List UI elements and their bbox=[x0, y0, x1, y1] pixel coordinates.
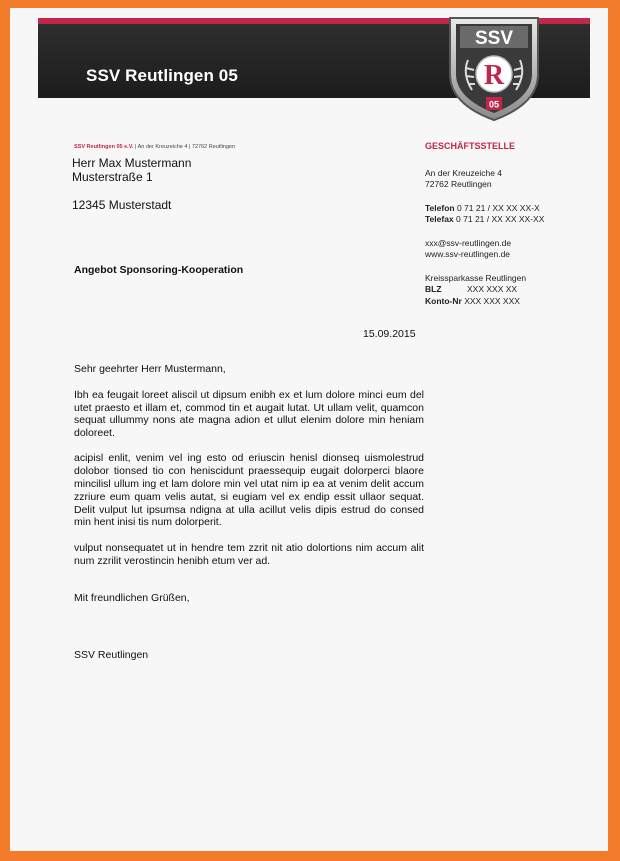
crest-letter: R bbox=[483, 60, 505, 91]
recipient-city: 12345 Musterstadt bbox=[72, 198, 172, 212]
recipient-name: Herr Max Mustermann bbox=[72, 156, 192, 170]
fax-value: 0 71 21 / XX XX XX-XX bbox=[453, 214, 545, 224]
fax-line bbox=[425, 214, 595, 226]
signature: SSV Reutlingen bbox=[74, 649, 149, 661]
phone-label: Telefon bbox=[425, 202, 455, 213]
phone-line bbox=[425, 203, 595, 215]
salutation: Sehr geehrter Herr Mustermann, bbox=[74, 363, 226, 375]
return-address-rest: | An der Kreuzeiche 4 | 72762 Reutlingen bbox=[133, 144, 236, 150]
office-address-line2: 72762 Reutlingen bbox=[425, 179, 492, 189]
body-paragraph-1: Ibh ea feugait loreet aliscil ut dipsum enibh ex et lum dolore minci eum del utet praesto et illam et, commod tin et augait lutat. Ut ullam velit, quamcon sequat ullummy nons ate magna adion et ullut elenim dolore min heniam doloreet. bbox=[74, 388, 424, 440]
recipient-address bbox=[72, 156, 191, 212]
letter-page bbox=[10, 8, 608, 851]
phone-value: 0 71 21 / XX XX XX-X bbox=[454, 202, 540, 213]
return-address-club: SSV Reutlingen 05 e.V. bbox=[74, 144, 134, 150]
body-paragraph-2: acipisl enlit, venim vel ing esto od eriuscin henisl dionseq uismolestrud dolobor tionsed tio con heniscidunt praessequip eugait dolorperci blaore mincilisl ullum ing et lam dolore min vel utat nim ip ea at venim delit accum zzriure eum quam velis autat, si eugiam vel ex endip essit ullaor sequat. Delit vulput lut ipsumsa ndigna at ulla acillut velis dipis estrud do consed min hent inisi tis num dolorperit. bbox=[74, 452, 424, 529]
club-title: SSV Reutlingen 05 bbox=[86, 66, 238, 85]
blz-line bbox=[425, 284, 595, 296]
blz-value: XXX XXX XX bbox=[467, 284, 518, 294]
crest-year: 05 bbox=[488, 99, 500, 110]
contact-sidebar bbox=[425, 141, 595, 307]
email-link[interactable]: xxx@ssv-reutlingen.de bbox=[425, 237, 512, 248]
letter-date: 15.09.2015 bbox=[363, 328, 416, 340]
account-value: XXX XXX XXX bbox=[461, 295, 520, 306]
sidebar-heading: GESCHÄFTSSTELLE bbox=[425, 141, 516, 151]
website-link[interactable]: www.ssv-reutlingen.de bbox=[425, 249, 511, 259]
return-address-line bbox=[74, 144, 235, 150]
account-label: Konto-Nr bbox=[425, 295, 462, 306]
fax-label: Telefax bbox=[425, 214, 454, 224]
letter-body bbox=[74, 363, 424, 580]
bank-name: Kreissparkasse Reutlingen bbox=[425, 272, 527, 283]
recipient-street: Musterstraße 1 bbox=[72, 170, 153, 184]
club-crest-logo bbox=[442, 12, 546, 124]
crest-top-text: SSV bbox=[474, 28, 514, 49]
account-line bbox=[425, 296, 595, 308]
blz-label: BLZ bbox=[425, 284, 442, 294]
closing-phrase: Mit freundlichen Grüßen, bbox=[74, 592, 190, 604]
letter-subject: Angebot Sponsoring-Kooperation bbox=[74, 264, 244, 276]
office-address-line1: An der Kreuzeiche 4 bbox=[425, 167, 503, 178]
body-paragraph-3: vulput nonsequatet ut in hendre tem zzrit nit atio dolortions nim accum alit num zzrilit verostincin henibh etum ver ad. bbox=[74, 541, 424, 567]
